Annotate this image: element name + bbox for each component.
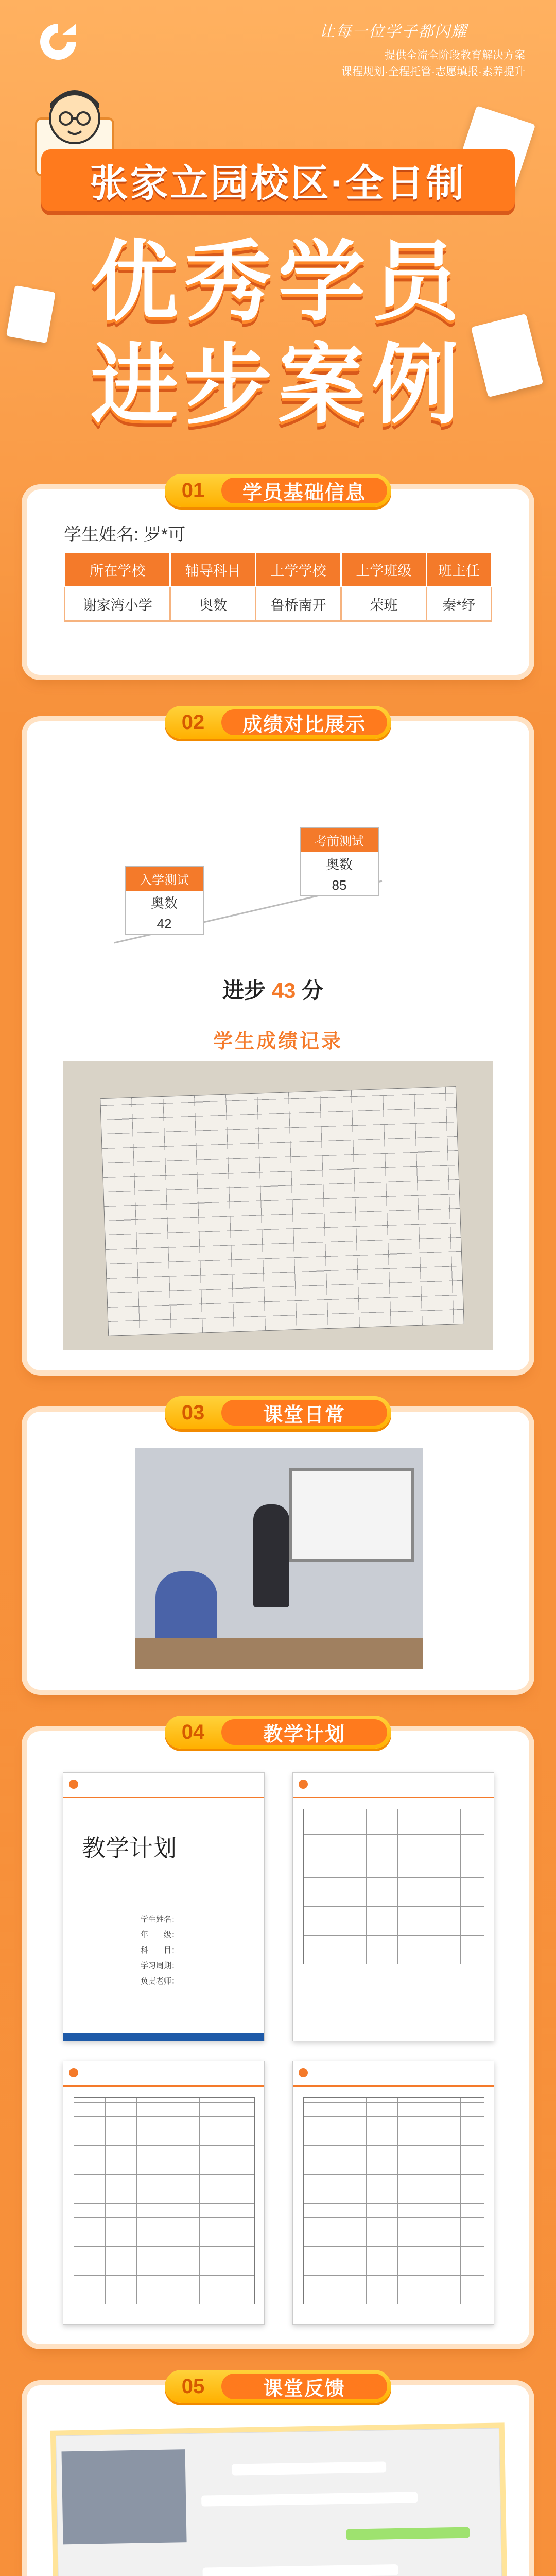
table-header: 所在学校: [65, 552, 170, 587]
section-class-feedback: [27, 2375, 529, 2576]
desk: [135, 1638, 423, 1669]
section-title-badge: 02 成绩对比展示: [165, 706, 391, 739]
plan-table-sheet: [63, 2061, 265, 2325]
service-slogan: 提供全流全阶段教育解决方案 课程规划·全程托管·志愿填报·素养提升: [341, 49, 525, 78]
plan-table-sheet: [292, 1772, 494, 2041]
section-teaching-plan: [27, 1720, 529, 2344]
plan-cover-title: 教学计划: [82, 1835, 177, 1861]
table-header: 上学班级: [341, 552, 427, 587]
score-record-title: 学生成绩记录: [213, 1031, 343, 1053]
table-header: 辅导科目: [170, 552, 256, 587]
table-row: 谢家湾小学 奥数 鲁桥南开 荣班 秦*纾: [65, 587, 492, 621]
handwriting-slogan: 让每一位学子都闪耀: [319, 23, 467, 41]
plan-cover-sheet: [63, 1772, 265, 2041]
section-class-daily: [27, 1401, 529, 1690]
brand-logo-icon: [68, 2067, 79, 2078]
headline-line-1: 优秀学员: [90, 231, 465, 333]
teacher-figure: [253, 1504, 289, 1607]
brand-logo-icon: [298, 1779, 308, 1789]
section-title-badge: 01 学员基础信息: [165, 474, 391, 507]
section-title-badge: 04 教学计划: [165, 1716, 391, 1749]
whiteboard: [289, 1468, 414, 1562]
section-title-badge: 03 课堂日常: [165, 1396, 391, 1429]
plan-cover-fields: 学生姓名： 年 级： 科 目： 学习周期： 负责老师：: [141, 1915, 180, 1986]
section-score-compare: [27, 710, 529, 1370]
brand-logo-icon: [298, 2067, 308, 2078]
headline-line-2: 进步案例: [90, 334, 465, 436]
student-figure: [155, 1571, 217, 1649]
student-name: 学生姓名: 罗*可: [64, 525, 186, 545]
score-record-photo: [63, 1061, 493, 1350]
progress-text: 进步 43 分: [222, 978, 324, 1003]
feedback-chat-screenshot: [56, 2428, 503, 2576]
table-header: 班主任: [426, 552, 491, 587]
brand-logo-icon: [36, 20, 80, 64]
student-info-table: [64, 551, 492, 622]
plan-table-sheet: [292, 2061, 494, 2325]
after-score-box: 考前测试 奥数 85: [300, 827, 379, 896]
table-header: 上学学校: [256, 552, 341, 587]
section-student-info: [27, 479, 529, 675]
section-title-badge: 05 课堂反馈: [165, 2370, 391, 2403]
brand-logo-icon: [68, 1779, 79, 1789]
classroom-photo: [135, 1448, 423, 1669]
before-score-box: 入学测试 奥数 42: [125, 866, 204, 935]
campus-banner: 张家立园校区·全日制: [41, 149, 515, 211]
